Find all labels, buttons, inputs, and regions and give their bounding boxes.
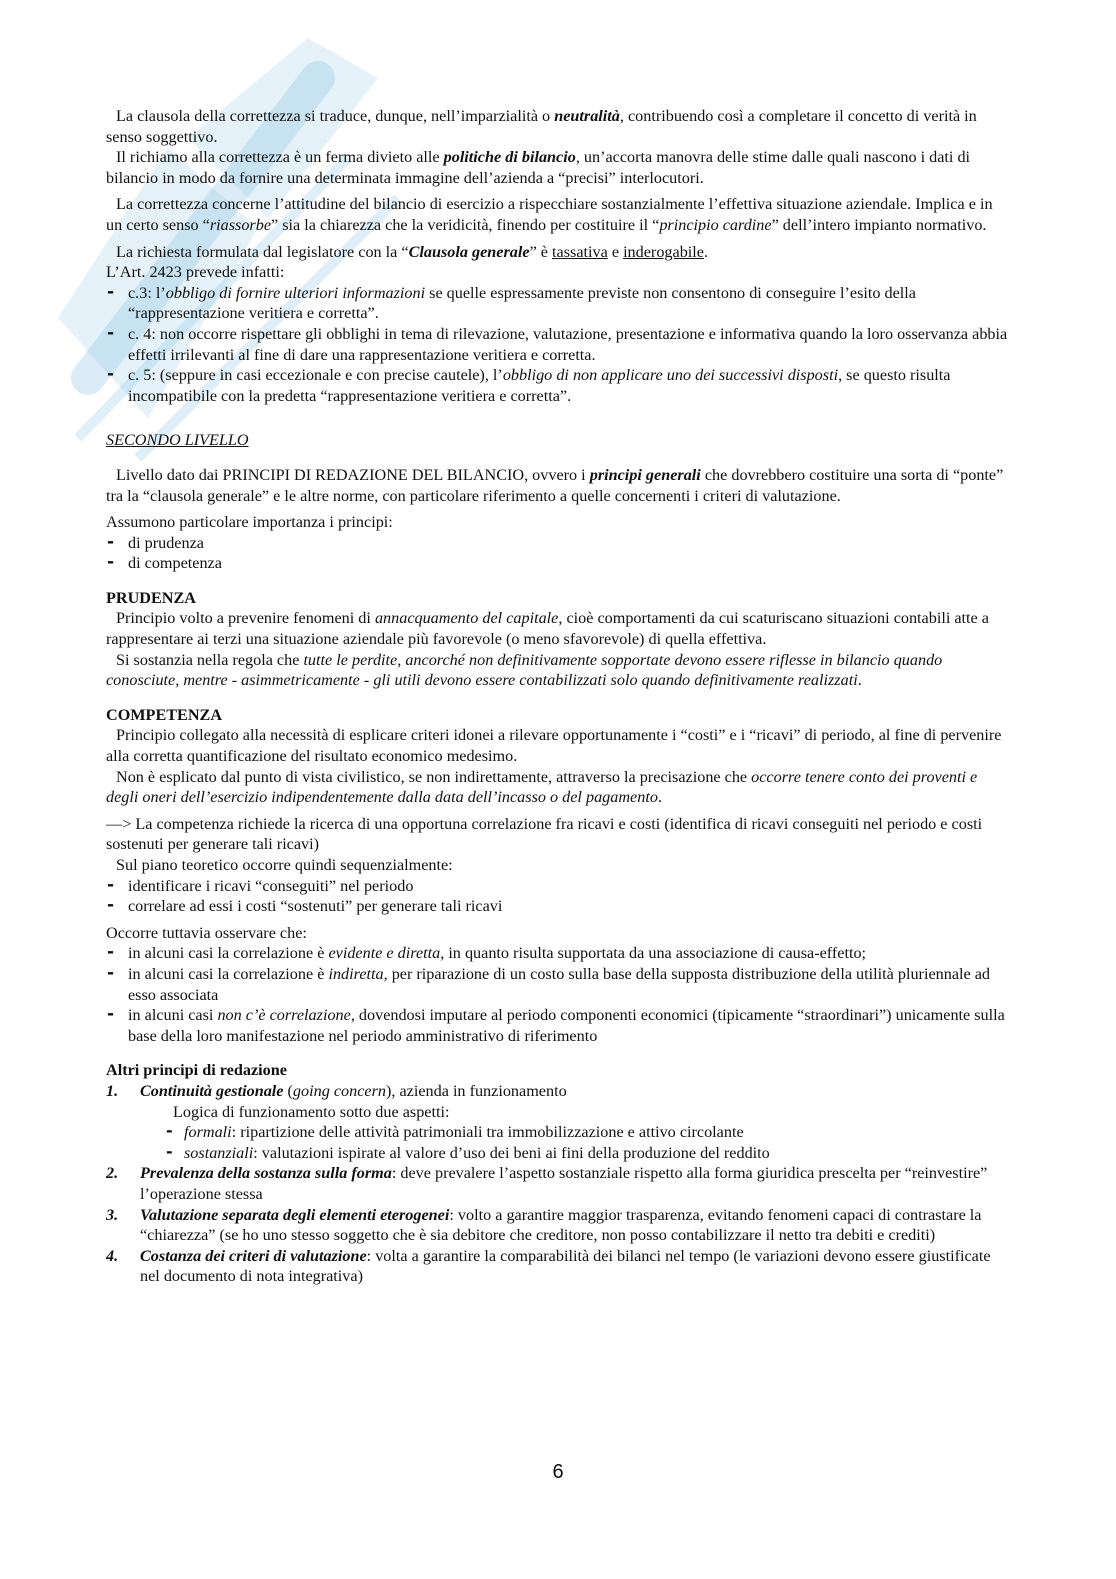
paragraph-competenza-arrow: —> La competenza richiede la ricerca di una opportuna correlazione fra ricavi e costi (identifica di ricavi conseguiti nel periodo e costi sostenuti per generare tali ricavi) [106, 814, 983, 854]
list-item: - c. 4: non occorre rispettare gli obblighi in tema di rilevazione, valutazione, presentazione e informativa quando la loro osservanza abbia effetti irrilevanti al fine di dare una rappresentazione veritiera e corretta. [106, 324, 1008, 365]
paragraph-correttezza: La correttezza concerne l’attitudine del bilancio di esercizio a rispecchiare sostanzialmente l’effettiva situazione aziendale. Implica e in un certo senso “riassorbe” sia la chiarezza che la veridicità, finendo per costituire il “principio cardine” dell’intero impianto normativo. [106, 195, 993, 234]
logica-funzionamento: Logica di funzionamento sotto due aspetti: [173, 1102, 450, 1121]
list-item: - formali: ripartizione delle attività patrimoniali tra immobilizzazione e attivo circolante [174, 1122, 1008, 1143]
osservazioni-list [106, 943, 1008, 1046]
page-number: 6 [552, 1461, 564, 1483]
list-item: 2. Prevalenza della sostanza sulla forma: deve prevalere l’aspetto sostanziale rispetto alla forma giuridica prescelta per “reinvestire” l’operazione stessa [106, 1164, 988, 1203]
paragraph-secondo-livello: Livello dato dai PRINCIPI DI REDAZIONE DEL BILANCIO, ovvero i principi generali che dovrebbero costituire una sorta di “ponte” tra la “clausola generale” e le altre norme, con particolare riferimento a quelle concernenti i criteri di valutazione. [106, 465, 1004, 505]
list-item: - di competenza [106, 553, 1008, 574]
paragraph-competenza-1: Principio collegato alla necessità di esplicare criteri idonei a rilevare opportunamente i “costi” e i “ricavi” di periodo, al fine di pervenire alla corretta quantificazione del risultato economico medesimo. [106, 726, 1002, 766]
paragraph-piano-teoretico: Sul piano teoretico occorre quindi sequenzialmente: [116, 856, 453, 874]
paragraph-prudenza-2: Si sostanzia nella regola che tutte le perdite, ancorché non definitivamente sopportate devono essere riflesse in bilancio quando conosciute, mentre - asimmetricamente - gli utili devono essere contabilizzati solo quando definitivamente realizzati. [106, 650, 943, 690]
document-body [106, 106, 1008, 1287]
section-heading-prudenza: PRUDENZA [106, 588, 196, 607]
art-2423-list [106, 283, 1008, 407]
paragraph-neutralita: La clausola della correttezza si traduce, dunque, nell’imparzialità o neutralità, contribuendo così a completare il concetto di verità in senso soggettivo. [106, 107, 977, 146]
principi-list [106, 533, 1008, 574]
paragraph-politiche-bilancio: Il richiamo alla correttezza è un ferma divieto alle politiche di bilancio, un’accorta manovra delle stime dalle quali nascono i dati di bilancio in modo da fornire una determinata immagine dell’azienda a “precisi” interlocutori. [106, 148, 971, 187]
section-heading-secondo-livello: SECONDO LIVELLO [106, 431, 249, 450]
list-item: - identificare i ricavi “conseguiti” nel periodo [106, 876, 1008, 897]
altri-principi-list [106, 1081, 1008, 1287]
list-item: 1. Continuità gestionale (going concern), azienda in funzionamento Logica di funzionamento sotto due aspetti: - formali: ripartizione delle attività patrimoniali tra immobilizzazione e attivo circolante - sostanziali: valutazioni ispirate al valore d’uso dei beni ai fini della produzione del reddito [106, 1081, 1008, 1163]
list-item: - in alcuni casi la correlazione è evidente e diretta, in quanto risulta supportata da una associazione di causa-effetto; [106, 943, 1008, 964]
paragraph-competenza-2: Non è esplicato dal punto di vista civilistico, se non indirettamente, attraverso la precisazione che occorre tenere conto dei proventi e degli oneri dell’esercizio indipendentemente dalla data dell’incasso o del pagamento. [106, 767, 978, 807]
paragraph-art-2423: L’Art. 2423 prevede infatti: [106, 263, 285, 282]
paragraph-prudenza-1: Principio volto a prevenire fenomeni di annacquamento del capitale, cioè comportamenti da cui scaturiscano situazioni contabili atte a rappresentare ai terzi una situazione aziendale più favorevole (o meno sfavorevole) di quella effettiva. [106, 609, 989, 649]
paragraph-clausola-generale: La richiesta formulata dal legislatore con la “Clausola generale” è tassativa e inderogabile. [116, 242, 709, 261]
list-item: - in alcuni casi la correlazione è indiretta, per riparazione di un costo sulla base della supposta distribuzione della utilità pluriennale ad esso associata [106, 964, 1008, 1005]
list-item: 3. Valutazione separata degli elementi eterogenei: volto a garantire maggior trasparenza, evitando fenomeni capaci di contrastare la “chiarezza” (se ho uno stesso soggetto che è sia debitore che creditore, non posso contabilizzare il netto tra debiti e crediti) [106, 1205, 982, 1245]
paragraph-osservazioni: Occorre tuttavia osservare che: [106, 923, 307, 942]
list-item: - di prudenza [106, 533, 1008, 554]
list-item: - correlare ad essi i costi “sostenuti” per generare tali ricavi [106, 896, 1008, 917]
list-item: - sostanziali: valutazioni ispirate al valore d’uso dei beni ai fini della produzione del reddito [174, 1143, 1008, 1164]
list-item: - c.3: l’obbligo di fornire ulteriori informazioni se quelle espressamente previste non consentono di conseguire l’esito della “rappresentazione veritiera e corretta”. [106, 283, 1008, 324]
list-item: - c. 5: (seppure in casi eccezionale e con precise cautele), l’obbligo di non applicare uno dei successivi disposti, se questo risulta incompatibile con la predetta “rappresentazione veritiera e corretta”. [106, 365, 1008, 406]
sequenza-list [106, 876, 1008, 917]
list-item: 4. Costanza dei criteri di valutazione: volta a garantire la comparabilità dei bilanci nel tempo (le variazioni devono essere giustificate nel documento di nota integrativa) [106, 1246, 991, 1286]
aspetti-list [174, 1122, 1008, 1163]
section-heading-competenza: COMPETENZA [106, 705, 223, 724]
list-item: - in alcuni casi non c’è correlazione, dovendosi imputare al periodo componenti economici (tipicamente “straordinari”) unicamente sulla base della loro manifestazione nel periodo amministrativo di riferimento [106, 1005, 1008, 1046]
paragraph-principi-intro: Assumono particolare importanza i principi: [106, 513, 393, 532]
section-heading-altri-principi: Altri principi di redazione [106, 1061, 287, 1080]
